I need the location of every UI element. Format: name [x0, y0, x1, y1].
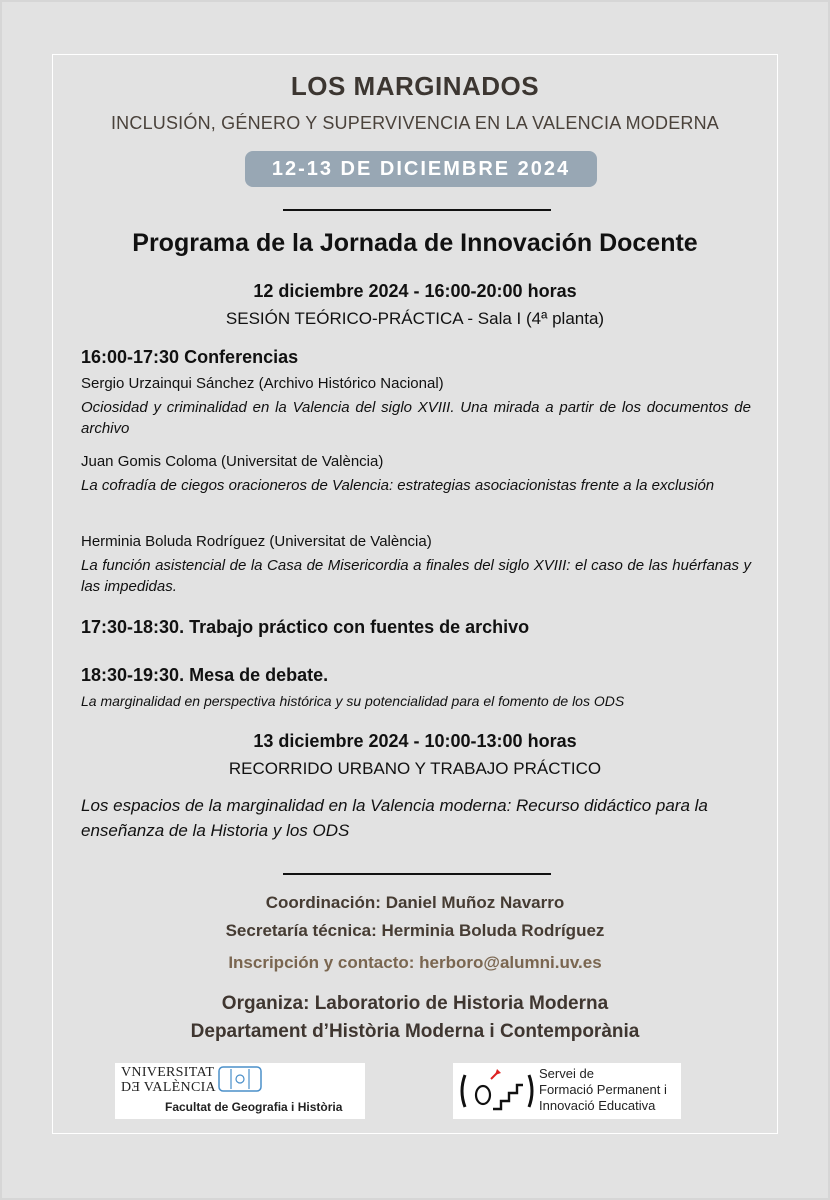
day1-title: 12 diciembre 2024 - 16:00-20:00 horas — [253, 281, 577, 301]
program-heading: Programa de la Jornada de Innovación Docente — [132, 229, 698, 257]
uv-logo-name — [121, 1065, 216, 1095]
registration-contact: Inscripción y contacto: herboro@alumni.uv.es — [228, 953, 602, 972]
day2-title: 13 diciembre 2024 - 10:00-13:00 horas — [253, 731, 577, 751]
event-subtitle: INCLUSIÓN, GÉNERO Y SUPERVIVENCIA EN LA VALENCIA MODERNA — [110, 113, 720, 133]
technical-secretary: Secretaría técnica: Herminia Boluda Rodríguez — [225, 921, 605, 940]
workshop-title: 17:30-18:30. Trabajo práctico con fuentes de archivo — [81, 617, 530, 637]
sfp-name — [539, 1066, 667, 1114]
conferences-title: 16:00-17:30 Conferencias — [81, 347, 299, 367]
talk-1-speaker: Sergio Urzainqui Sánchez (Archivo Histórico Nacional) — [81, 375, 444, 392]
sfp-line1: Servei de — [539, 1066, 594, 1081]
sfp-emblem-icon — [457, 1065, 537, 1117]
talk-3-speaker: Herminia Boluda Rodríguez (Universitat de València) — [81, 533, 432, 550]
event-dates-badge: 12-13 DE DICIEMBRE 2024 — [245, 151, 597, 187]
talk-1-title: Ociosidad y criminalidad en la Valencia del siglo XVIII. Una mirada a partir de los documentos de archivo — [81, 399, 751, 437]
sfp-line2: Formació Permanent i — [539, 1082, 667, 1097]
coordination: Coordinación: Daniel Muñoz Navarro — [265, 893, 565, 912]
divider — [283, 209, 551, 211]
event-title: LOS MARGINADOS — [290, 71, 540, 101]
day2-subtitle: RECORRIDO URBANO Y TRABAJO PRÁCTICO — [228, 759, 602, 778]
talk-2-speaker: Juan Gomis Coloma (Universitat de València) — [81, 453, 384, 470]
uv-faculty: Facultat de Geografia i Història — [165, 1100, 343, 1114]
talk-3-title: La función asistencial de la Casa de Misericordia a finales del siglo XVIII: el caso de las huérfanas y las impedidas. — [81, 557, 751, 595]
uv-logo-line1: VNIVERSITAT — [121, 1065, 215, 1080]
universitat-valencia-logo — [115, 1063, 365, 1119]
debate-title: 18:30-19:30. Mesa de debate. — [81, 665, 329, 685]
day1-subtitle: SESIÓN TEÓRICO-PRÁCTICA - Sala I (4ª planta) — [225, 309, 605, 328]
servei-formacio-logo — [453, 1063, 681, 1119]
poster — [52, 54, 778, 1134]
department: Departament d’Història Moderna i Contemporània — [190, 1021, 640, 1042]
debate-description: La marginalidad en perspectiva histórica y su potencialidad para el fomento de los ODS — [81, 693, 625, 709]
day2-description: Los espacios de la marginalidad en la Valencia moderna: Recurso didáctico para la enseñanza de la Historia y los ODS — [81, 796, 708, 840]
sfp-line3: Innovació Educativa — [539, 1098, 656, 1113]
uv-logo-line2: DƎ VALÈNCIA — [121, 1080, 216, 1095]
organizer: Organiza: Laboratorio de Historia Moderna — [221, 993, 609, 1014]
divider — [283, 873, 551, 875]
uv-emblem-icon — [217, 1065, 263, 1093]
talk-2-title: La cofradía de ciegos oracioneros de Valencia: estrategias asociacionistas frente a la exclusión — [81, 477, 715, 494]
